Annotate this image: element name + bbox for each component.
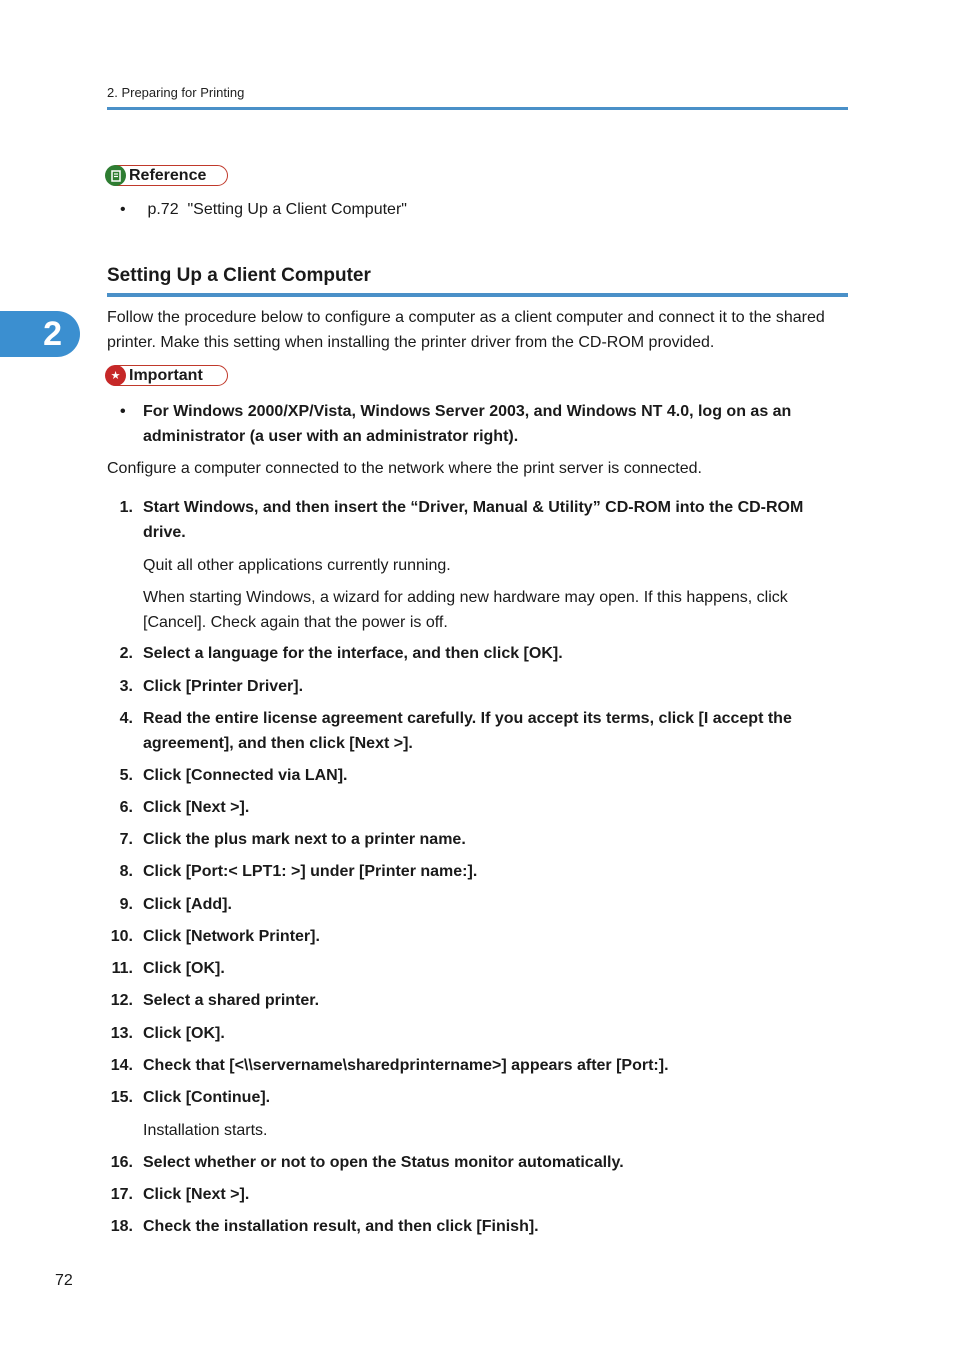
bullet: • <box>120 403 126 420</box>
header-rule <box>107 107 848 110</box>
step-item: 1. Start Windows, and then insert the “Driver, Manual & Utility” CD-ROM into the CD-ROM drive. <box>119 499 804 541</box>
section-intro: Follow the procedure below to configure a computer as a client computer and connect it to the shared printer. Make this setting when installing the printer driver from the CD-ROM provided. <box>107 309 825 351</box>
reference-item <box>120 201 407 219</box>
chapter-tab: 2 <box>0 311 80 357</box>
configure-text: Configure a computer connected to the network where the print server is connected. <box>107 460 702 477</box>
step-item: 4. Read the entire license agreement carefully. If you accept its terms, click [I accept the agreement], and then click [Next >]. <box>119 710 792 752</box>
important-label: Important <box>129 366 203 384</box>
important-pill <box>106 365 228 386</box>
section-rule <box>107 293 848 297</box>
reference-link[interactable]: "Setting Up a Client Computer" <box>187 201 407 218</box>
step-item: 12. Select a shared printer. <box>110 992 320 1009</box>
step-item: 13. Click [OK]. <box>110 1025 225 1042</box>
step-item: 17. Click [Next >]. <box>110 1186 250 1203</box>
step-item: 7. Click the plus mark next to a printer name. <box>119 831 466 848</box>
step-item: 2. Select a language for the interface, and then click [OK]. <box>119 645 563 662</box>
step-item: 9. Click [Add]. <box>119 896 232 913</box>
reference-label: Reference <box>129 166 207 184</box>
step-item: 5. Click [Connected via LAN]. <box>119 767 348 784</box>
page-number: 72 <box>55 1272 73 1289</box>
step-item: 11. Click [OK]. <box>111 960 225 977</box>
step-note: When starting Windows, a wizard for adding new hardware may open. If this happens, click [Cancel]. Check again that the power is off. <box>143 589 788 631</box>
step-item: 16. Select whether or not to open the Status monitor automatically. <box>110 1154 624 1171</box>
important-item: • For Windows 2000/XP/Vista, Windows Server 2003, and Windows NT 4.0, log on as an administrator (a user with an administrator right). <box>120 399 840 449</box>
running-header: 2. Preparing for Printing <box>107 85 245 100</box>
step-item: 6. Click [Next >]. <box>119 799 250 816</box>
step-item: 14. Check that [<\\servername\sharedprintername>] appears after [Port:]. <box>110 1057 669 1074</box>
reference-pill <box>106 165 228 186</box>
note-icon <box>105 165 126 186</box>
star-icon: ★ <box>105 365 126 386</box>
step-item: 15. Click [Continue]. <box>110 1089 271 1106</box>
step-note: Quit all other applications currently running. <box>143 557 451 574</box>
step-note: Installation starts. <box>143 1122 268 1139</box>
bullet: • <box>120 201 126 218</box>
step-item: 3. Click [Printer Driver]. <box>119 678 304 695</box>
reference-page: p.72 <box>147 201 179 218</box>
step-item: 18. Check the installation result, and then click [Finish]. <box>110 1218 539 1235</box>
section-title: Setting Up a Client Computer <box>107 265 371 286</box>
step-item: 8. Click [Port:< LPT1: >] under [Printer name:]. <box>119 863 478 880</box>
step-item: 10. Click [Network Printer]. <box>110 928 320 945</box>
